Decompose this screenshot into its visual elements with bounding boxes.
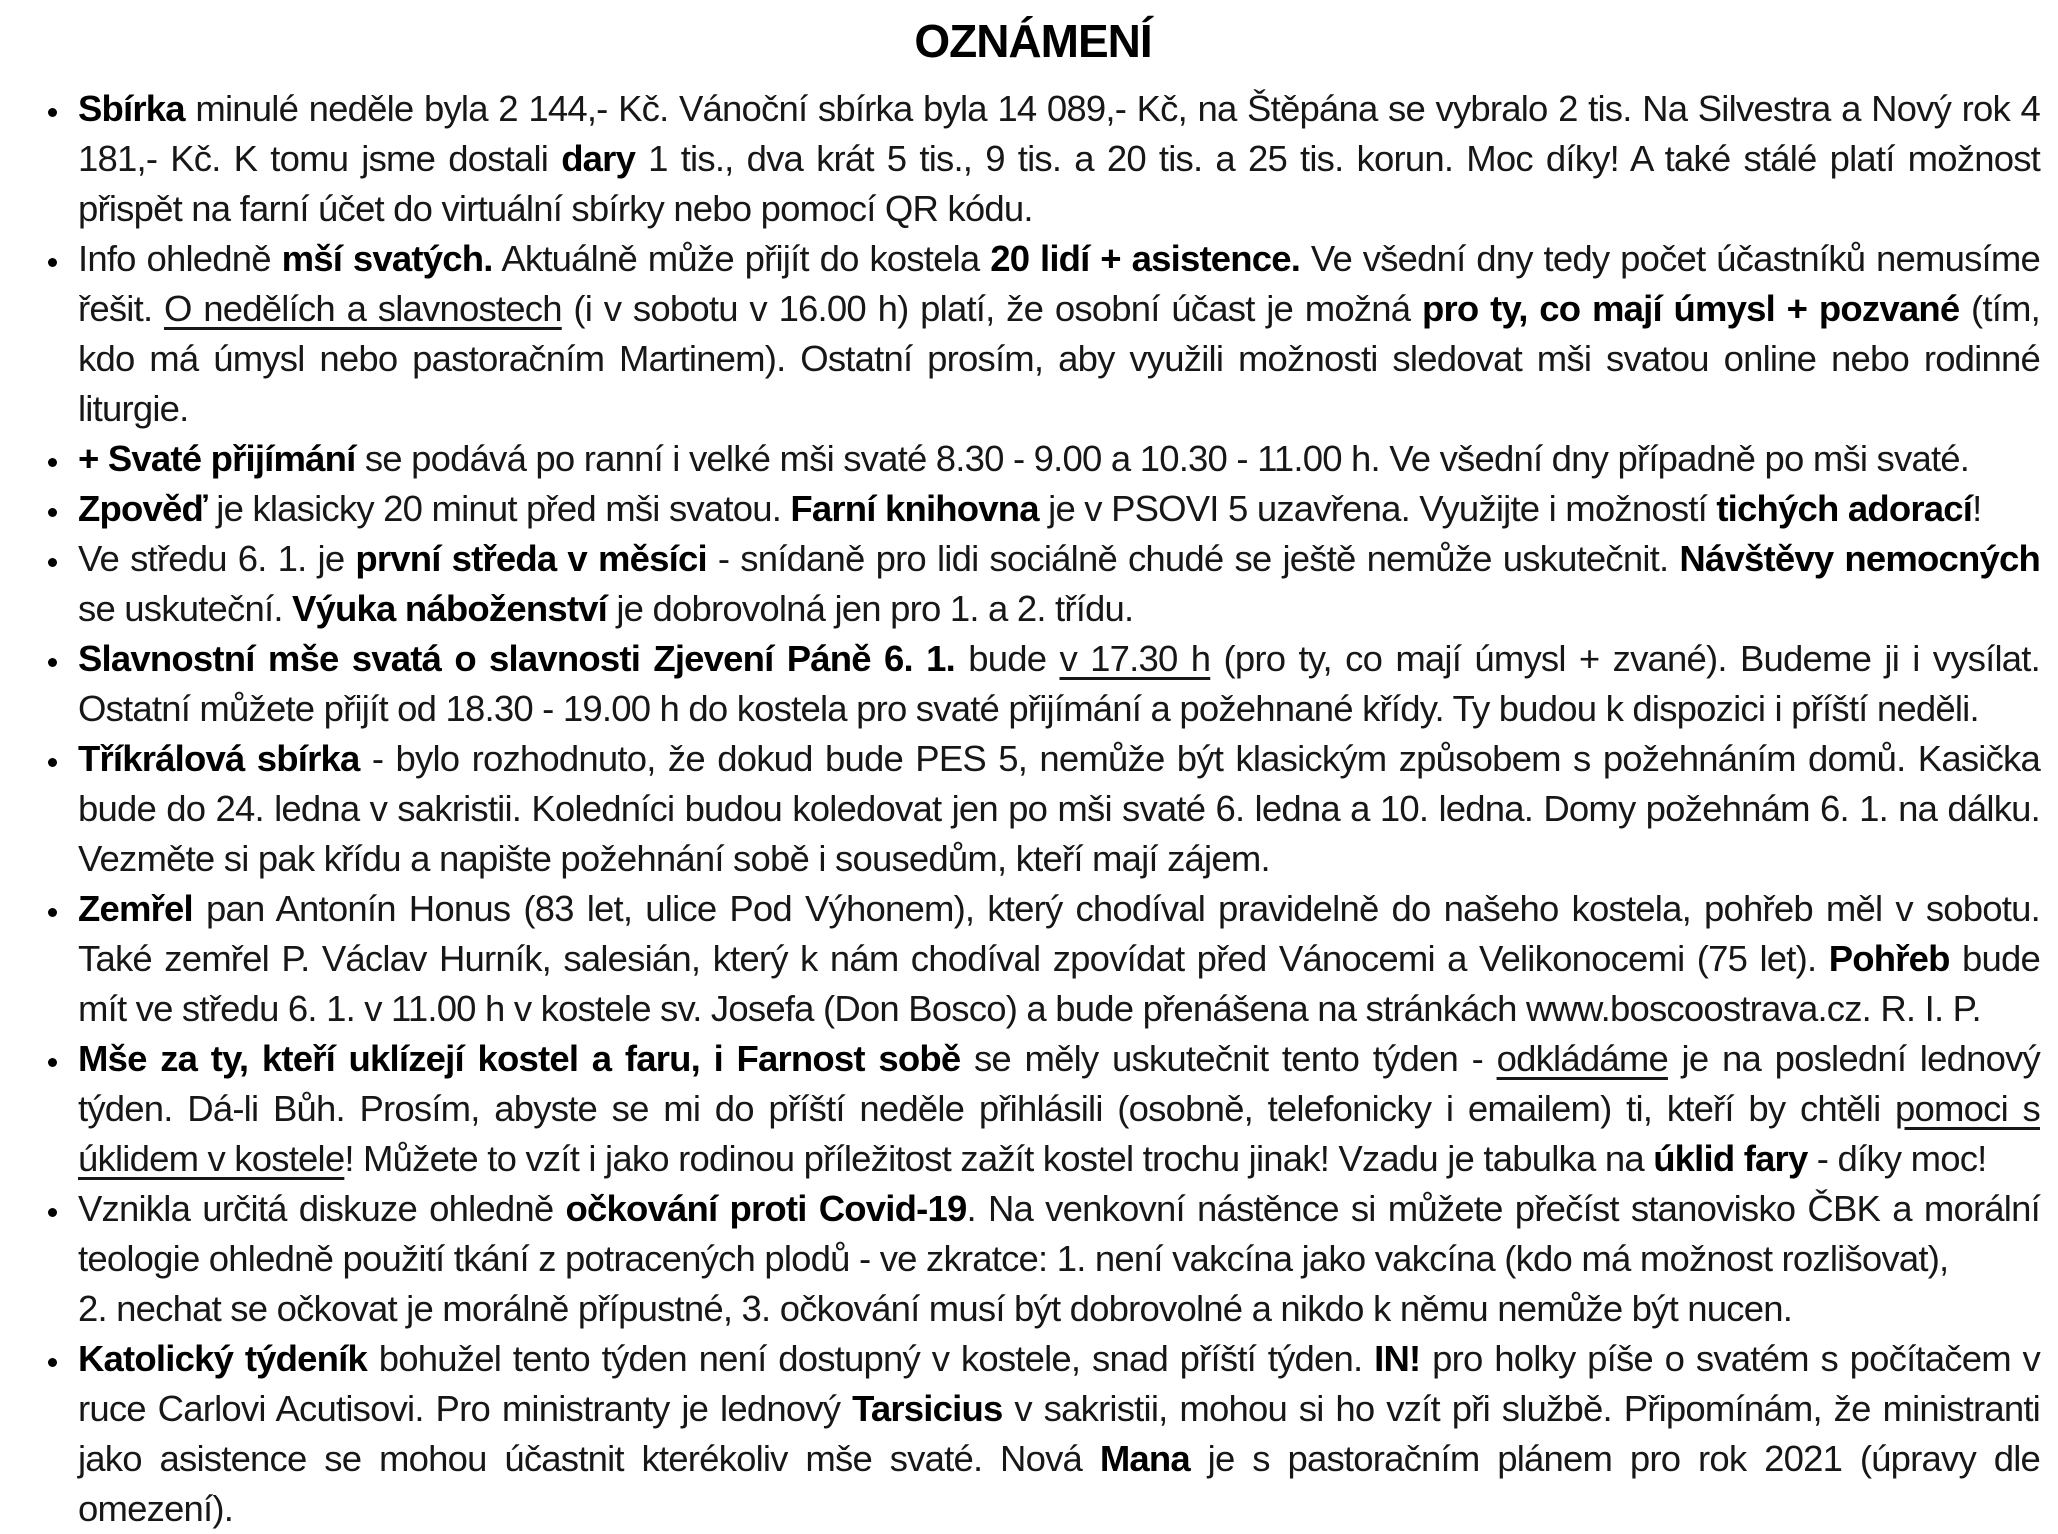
text-run: Farní knihovna (790, 488, 1039, 529)
text-run: je v PSOVI 5 uzavřena. Využijte i možností (1038, 488, 1717, 529)
text-run: Mše za ty, kteří uklízejí kostel a faru, i Farnost sobě (78, 1038, 961, 1079)
text-run: + Svaté přijímání (78, 438, 356, 479)
text-run: (pro ty, co mají úmysl + zvané). Budeme ji i vysílat. Ostatní můžete přijít od 18.30 - 19.00 h do kostela pro svaté přijímání a požehnané křídy. Ty budou k dispozici i příští neděli. (78, 638, 2040, 729)
text-run: (i v sobotu v 16.00 h) platí, že osobní účast je možná (561, 288, 1422, 329)
list-item (72, 1034, 2040, 1184)
text-run: je s pastoračním plánem pro rok 2021 (úpravy dle omezení). (78, 1438, 2040, 1529)
text-run: Tarsicius (852, 1388, 1003, 1429)
text-run: Zpověď (78, 488, 207, 529)
text-run: Slavnostní mše svatá o slavnosti Zjevení Páně 6. 1. (78, 638, 955, 679)
text-run: Pohřeb (1828, 938, 1950, 979)
text-run: v sakristii, mohou si ho vzít při službě. Připomínám, že ministranti jako asistence se mohou účastnit kterékoliv mše svaté. Nová (78, 1388, 2040, 1479)
text-run: je na poslední lednový týden. Dá-li Bůh. Prosím, abyste se mi do příští neděle přihlásili (osobně, telefonicky i emailem) ti, kteří by chtěli (78, 1038, 2040, 1129)
text-run: minulé neděle byla 2 144,- Kč. Vánoční sbírka byla 14 089,- Kč, na Štěpána se vybralo 2 tis. Na Silvestra a Nový rok 4 181,- Kč. K tomu jsme dostali (78, 88, 2040, 179)
text-run: (tím, kdo má úmysl nebo pastoračním Martinem). Ostatní prosím, aby využili možnosti sledovat mši svatou online nebo rodinné liturgie. (78, 288, 2041, 429)
text-run: v 17.30 h (1059, 638, 1211, 679)
text-run: O nedělích a slavnostech (164, 288, 562, 329)
text-run: je klasicky 20 minut před mši svatou. (206, 488, 791, 529)
text-run: - díky moc! (1807, 1138, 1987, 1179)
list-item (72, 734, 2040, 884)
list-item (72, 634, 2040, 734)
text-run: Vznikla určitá diskuze ohledně (78, 1188, 566, 1229)
text-run: 2. nechat se očkovat je morálně přípustné, 3. očkování musí být dobrovolné a nikdo k němu nemůže být nucen. (78, 1288, 1793, 1329)
list-item (72, 534, 2040, 634)
list-item (72, 434, 2040, 484)
text-run: dary (561, 138, 636, 179)
text-run: Katolický týdeník (78, 1338, 368, 1379)
text-run: bude (954, 638, 1060, 679)
text-run: pan Antonín Honus (83 let, ulice Pod Výhonem), který chodíval pravidelně do našeho kostela, pohřeb měl v sobotu. Také zemřel P. Václav Hurník, salesián, který k nám chodíval zpovídat před Vánocemi a Velikonocemi (75 let). (78, 888, 2040, 979)
list-item (72, 1334, 2040, 1534)
text-run: se měly uskutečnit tento týden - (960, 1038, 1497, 1079)
text-run: Ve všední dny tedy počet účastníků nemusíme řešit. (78, 238, 2041, 329)
text-run: 20 lidí + asistence. (990, 238, 1301, 279)
text-run: - snídaně pro lidi sociálně chudé se ještě nemůže uskutečnit. (706, 538, 1680, 579)
text-run: IN! (1374, 1338, 1421, 1379)
text-run: očkování proti Covid-19 (565, 1188, 967, 1229)
text-run: ! Můžete to vzít i jako rodinou příležitost zažít kostel trochu jinak! Vzadu je tabulka na (344, 1138, 1654, 1179)
text-run: 1 tis., dva krát 5 tis., 9 tis. a 20 tis. a 25 tis. korun. Moc díky! A také stálé platí možnost přispět na farní účet do virtuální sbírky nebo pomocí QR kódu. (78, 138, 2041, 229)
text-run: - bylo rozhodnuto, že dokud bude PES 5, nemůže být klasickým způsobem s požehnáním domů. Kasička bude do 24. ledna v sakristii. Koledníci budou koledovat jen po mši svaté 6. ledna a 10. ledna. Domy požehnám 6. 1. na dálku. Vezměte si pak křídu a napište požehnání sobě i sousedům, kteří mají zájem. (78, 738, 2041, 879)
text-run: Sbírka (78, 88, 185, 129)
list-item (72, 234, 2040, 434)
text-run: Zemřel (78, 888, 193, 929)
text-run: Tříkrálová sbírka (78, 738, 360, 779)
text-run: Aktuálně může přijít do kostela (492, 238, 991, 279)
text-run: pro holky píše o svatém s počítačem v ruce Carlovi Acutisovi. Pro ministranty je lednový (78, 1338, 2040, 1429)
text-run: Výuka náboženství (292, 588, 608, 629)
list-item (72, 84, 2040, 234)
list-item (72, 884, 2040, 1034)
list-item (72, 1184, 2040, 1334)
text-run: . Na venkovní nástěnce si můžete přečíst stanovisko ČBK a morální teologie ohledně použití tkání z potracených plodů - ve zkratce: 1. není vakcína jako vakcína (kdo má možnost rozlišovat), (78, 1188, 2040, 1279)
text-run: je dobrovolná jen pro 1. a 2. třídu. (607, 588, 1134, 629)
list-item (72, 484, 2040, 534)
text-run: se uskuteční. (78, 588, 293, 629)
text-run: odkládáme (1496, 1038, 1668, 1079)
text-run: Návštěvy nemocných (1679, 538, 2041, 579)
text-run: úklid fary (1653, 1138, 1808, 1179)
text-run: pomoci s úklidem v kostele (78, 1088, 2040, 1179)
page-title: OZNÁMENÍ (914, 15, 1152, 67)
text-run: se podává po ranní i velké mši svaté 8.30 - 9.00 a 10.30 - 11.00 h. Ve všední dny případně po mši svaté. (355, 438, 1970, 479)
text-run: pro ty, co mají úmysl + pozvané (1422, 288, 1960, 329)
announcement-list (26, 84, 2040, 1534)
text-run: bude mít ve středu 6. 1. v 11.00 h v kostele sv. Josefa (Don Bosco) a bude přenášena na stránkách www.boscoostrava.cz. R. I. P. (78, 938, 2040, 1029)
text-run: Mana (1099, 1438, 1190, 1479)
text-run: mší svatých. (281, 238, 493, 279)
text-run: tichých adorací (1716, 488, 1973, 529)
text-run: Ve středu 6. 1. je (78, 538, 356, 579)
text-run: Info ohledně (78, 238, 282, 279)
text-run: ! (1972, 488, 1982, 529)
text-run: první středa v měsíci (355, 538, 707, 579)
text-run: bohužel tento týden není dostupný v kostele, snad příští týden. (367, 1338, 1375, 1379)
